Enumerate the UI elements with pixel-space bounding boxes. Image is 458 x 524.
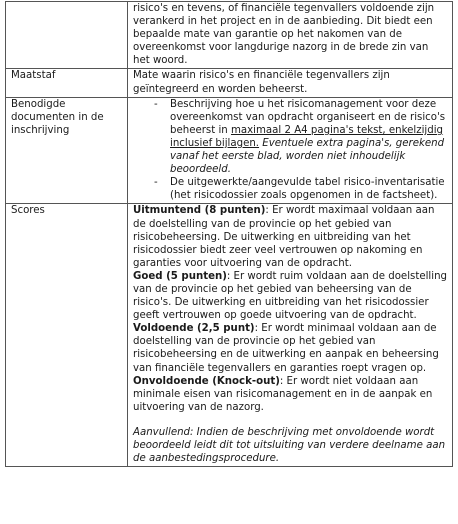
maatstaf-label: Maatstaf xyxy=(6,69,128,97)
dash-bullet-icon: - xyxy=(154,177,158,189)
maatstaf-value-cell xyxy=(128,69,453,97)
bullet2-text: De uitgewerkte/aangevulde tabel risico-inventarisatie (het risicodossier zoals opgenomen in de factsheet). xyxy=(170,177,445,202)
score-text: : Er wordt niet voldaan aan minimale eisen van risicomanagement en in de aanpak en uitvoering van de nazorg. xyxy=(133,375,433,413)
table-row-scores xyxy=(6,204,453,467)
score-title: Uitmuntend (8 punten) xyxy=(133,205,266,217)
score-onvoldoende xyxy=(133,375,447,414)
criteria-table xyxy=(5,1,453,467)
scores-label: Scores xyxy=(6,204,128,467)
score-goed xyxy=(133,270,447,322)
list-item xyxy=(154,98,447,177)
score-text: : Er wordt ruim voldaan aan de doelstelling van de provincie op het gebied van beheersing van de risico's. De uitwerking en uitbreiding van het risicodossier geeft vertrouwen op goede uitvoering van de opdracht. xyxy=(133,270,448,322)
documents-list xyxy=(133,98,447,203)
scores-value-cell xyxy=(128,204,453,467)
dash-bullet-icon: - xyxy=(154,98,158,110)
score-title: Goed (5 punten) xyxy=(133,270,227,282)
intro-text: risico's en tevens, of financiële tegenvallers voldoende zijn verankerd in het project en in de aanbieding. Dit biedt een bepaalde mate van garantie op het nakomen van de overeenkomst voor langdurige nazorg in de brede zin van het woord. xyxy=(133,3,435,67)
score-uitmuntend xyxy=(133,204,447,269)
spacer xyxy=(133,414,447,426)
score-title: Voldoende (2,5 punt) xyxy=(133,323,255,335)
table-row-maatstaf xyxy=(6,69,453,97)
documents-value-cell xyxy=(128,97,453,204)
table-row-documents xyxy=(6,97,453,204)
score-text: : Er wordt maximaal voldaan aan de doelstelling van de provincie op het gebied van risicobeheersing. De uitwerking en uitbreiding van het risicodossier biedt zeer veel vertrouwen op nakoming en garanties voor uitvoering van de opdracht. xyxy=(133,205,435,269)
intro-label-cell xyxy=(6,2,128,69)
score-text: : Er wordt minimaal voldaan aan de doelstelling van de provincie op het gebied van risicobeheersing en de uitwerking en aanpak en beheersing van financiële tegenvallers en garanties roept vragen op. xyxy=(133,323,439,374)
table-row-intro xyxy=(6,2,453,69)
maatstaf-text: Mate waarin risico's en financiële tegenvallers zijn geïntegreerd en worden beheerst. xyxy=(133,70,390,95)
documents-label: Benodigde documenten in de inschrijving xyxy=(6,97,128,204)
additional-note: Aanvullend: Indien de beschrijving met onvoldoende wordt beoordeeld leidt dit tot uitsluiting van verdere deelname aan de aanbestedingsprocedure. xyxy=(133,426,446,465)
score-title: Onvoldoende (Knock-out) xyxy=(133,375,280,387)
bullet1-text: Beschrijving hoe u het risicomanagement voor deze overeenkomst van opdracht organiseert en de risico's beheerst in xyxy=(170,98,446,136)
bullet1-italic-text: Eventuele extra pagina's, gerekend vanaf het eerste blad, worden niet inhoudelijk beoordeeld. xyxy=(170,137,445,176)
bullet1-underlined-text: maximaal 2 A4 pagina's tekst, enkelzijdig inclusief bijlagen. xyxy=(170,124,444,149)
intro-value-cell xyxy=(128,2,453,69)
list-item xyxy=(154,176,447,202)
score-voldoende xyxy=(133,322,447,374)
